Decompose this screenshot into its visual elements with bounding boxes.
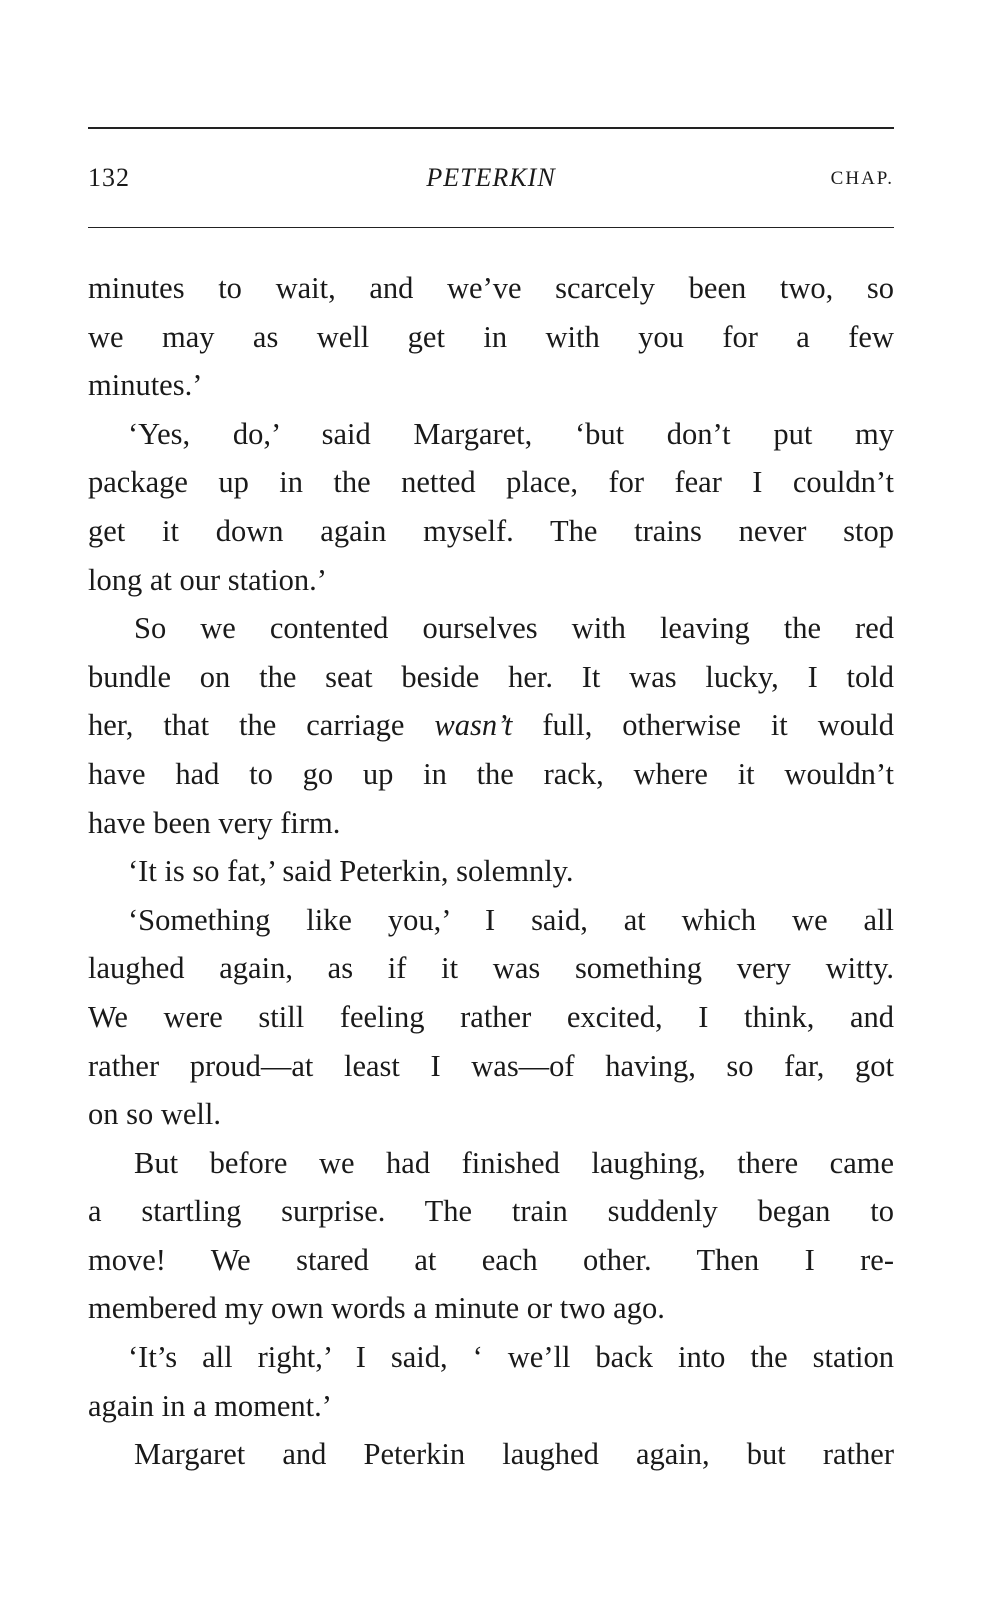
chapter-label: CHAP. xyxy=(830,168,894,189)
text-segment: full, otherwise it would xyxy=(512,708,894,743)
text-line: move! We stared at each other. Then I re- xyxy=(88,1242,894,1277)
text-line: laughed again, as if it was something very witty. xyxy=(88,951,894,986)
text-line: membered my own words a minute or two ago. xyxy=(88,1291,665,1326)
book-title: PETERKIN xyxy=(426,163,556,192)
text-line: again in a moment.’ xyxy=(88,1388,332,1423)
text-line: rather proud—at least I was—of having, so far, got xyxy=(88,1048,894,1083)
text-line: get it down again myself. The trains never stop xyxy=(88,513,894,548)
text-line: ‘It is so fat,’ said Peterkin, solemnly. xyxy=(128,854,574,889)
text-line: long at our station.’ xyxy=(88,562,327,597)
text-line: ‘Something like you,’ I said, at which we all xyxy=(128,902,894,937)
text-line: ‘It’s all right,’ I said, ‘ we’ll back into the station xyxy=(128,1340,894,1375)
text-line: Margaret and Peterkin laughed again, but rather xyxy=(134,1437,894,1472)
text-line: So we contented ourselves with leaving the red xyxy=(134,611,894,646)
emphasis-text: wasn’t xyxy=(434,708,513,743)
running-head xyxy=(88,163,894,203)
text-line: We were still feeling rather excited, I think, and xyxy=(88,999,894,1034)
page-number: 132 xyxy=(88,163,130,192)
text-line: we may as well get in with you for a few xyxy=(88,319,894,354)
body-text xyxy=(88,264,894,1479)
text-line: package up in the netted place, for fear I couldn’t xyxy=(88,465,894,500)
text-line: have been very firm. xyxy=(88,805,341,840)
text-line: minutes.’ xyxy=(88,368,203,403)
text-line: have had to go up in the rack, where it wouldn’t xyxy=(88,756,894,791)
header-rule-bottom xyxy=(88,227,894,228)
text-line xyxy=(88,701,894,750)
text-line: ‘Yes, do,’ said Margaret, ‘but don’t put my xyxy=(128,416,894,451)
text-line: bundle on the seat beside her. It was lucky, I told xyxy=(88,659,894,694)
text-line: a startling surprise. The train suddenly began to xyxy=(88,1194,894,1229)
text-segment: her, that the carriage xyxy=(88,708,435,743)
text-line: on so well. xyxy=(88,1097,222,1132)
text-line: But before we had finished laughing, there came xyxy=(134,1145,894,1180)
text-line: minutes to wait, and we’ve scarcely been two, so xyxy=(88,271,894,305)
header-rule-top xyxy=(88,127,894,129)
